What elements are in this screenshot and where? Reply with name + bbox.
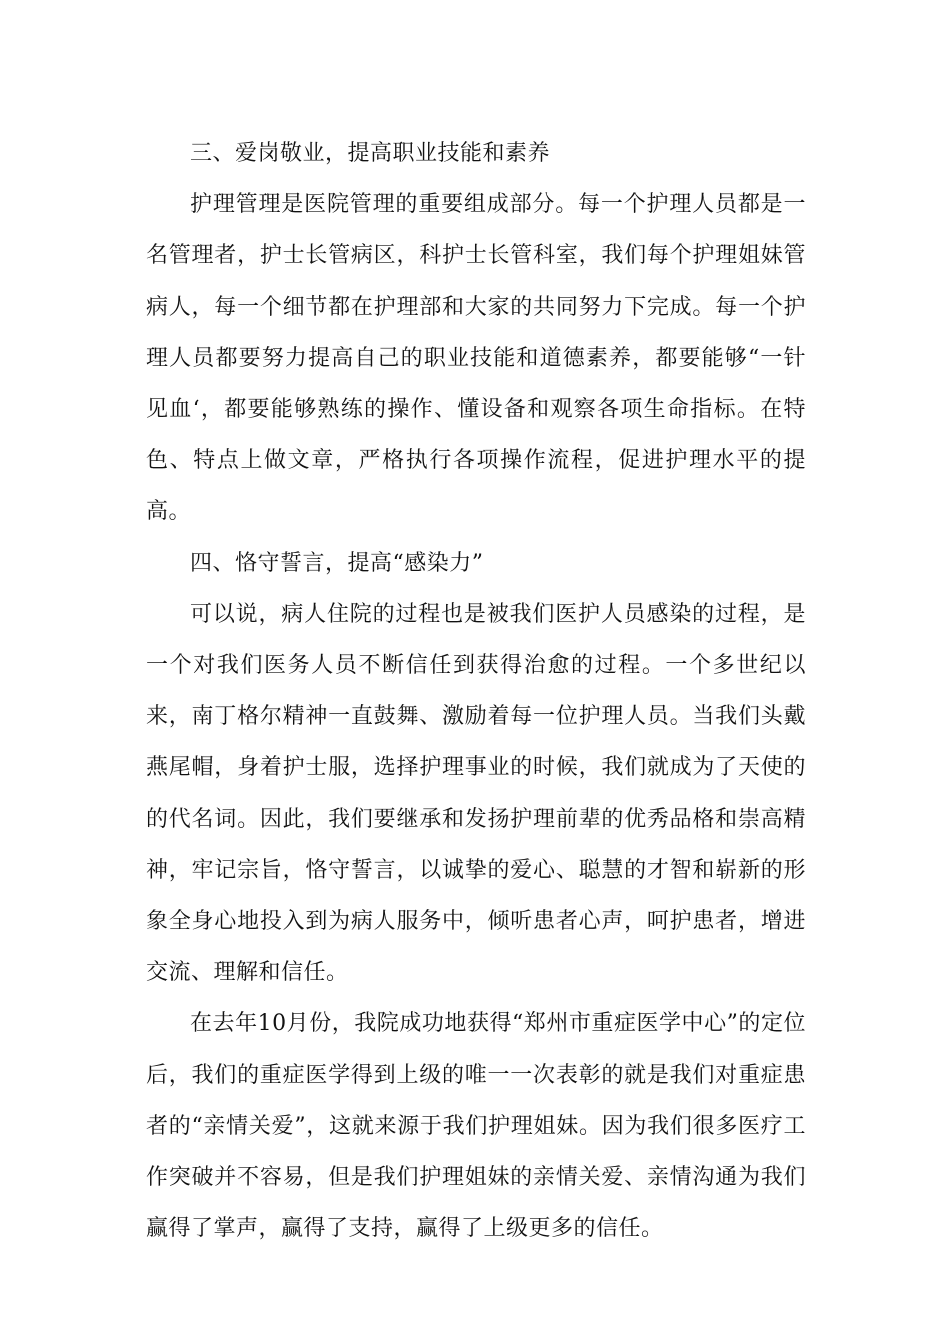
paragraph-infection-process: 可以说，病人住院的过程也是被我们医护人员感染的过程，是一个对我们医务人员不断信任到获得治愈的过程。一个多世纪以来，南丁格尔精神一直鼓舞、激励着每一位护理人员。当我们头戴燕尾帽，身着护士服，选择护理事业的时候，我们就成为了天使的的代名词。因此，我们要继承和发扬护理前辈的优秀品格和崇高精神，牢记宗旨，恪守誓言，以诚挚的爱心、聪慧的才智和崭新的形象全身心地投入到为病人服务中，倾听患者心声，呵护患者，增进交流、理解和信任。 — [146, 601, 806, 986]
document-body — [146, 128, 806, 1254]
paragraph-nursing-management: 护理管理是医院管理的重要组成部分。每一个护理人员都是一名管理者，护士长管病区，科护士长管科室，我们每个护理姐妹管病人，每一个细节都在护理部和大家的共同努力下完成。每一个护理人员都要努力提高自己的职业技能和道德素养，都要能够“一针见血‘，都要能够熟练的操作、懂设备和观察各项生命指标。在特色、特点上做文章，严格执行各项操作流程，促进护理水平的提高。 — [146, 192, 806, 525]
section-heading-3: 三、爱岗敬业，提高职业技能和素养 — [190, 141, 551, 166]
paragraph-critical-care-center: 在去年10月份，我院成功地获得“郑州市重症医学中心”的定位后，我们的重症医学得到上级的唯一一次表彰的就是我们对重症患者的“亲情关爱”，这就来源于我们护理姐妹。因为我们很多医疗工作突破并不容易，但是我们护理姐妹的亲情关爱、亲情沟通为我们赢得了掌声，赢得了支持，赢得了上级更多的信任。 — [146, 1011, 806, 1242]
section-heading-4: 四、恪守誓言，提高“感染力” — [190, 550, 484, 576]
